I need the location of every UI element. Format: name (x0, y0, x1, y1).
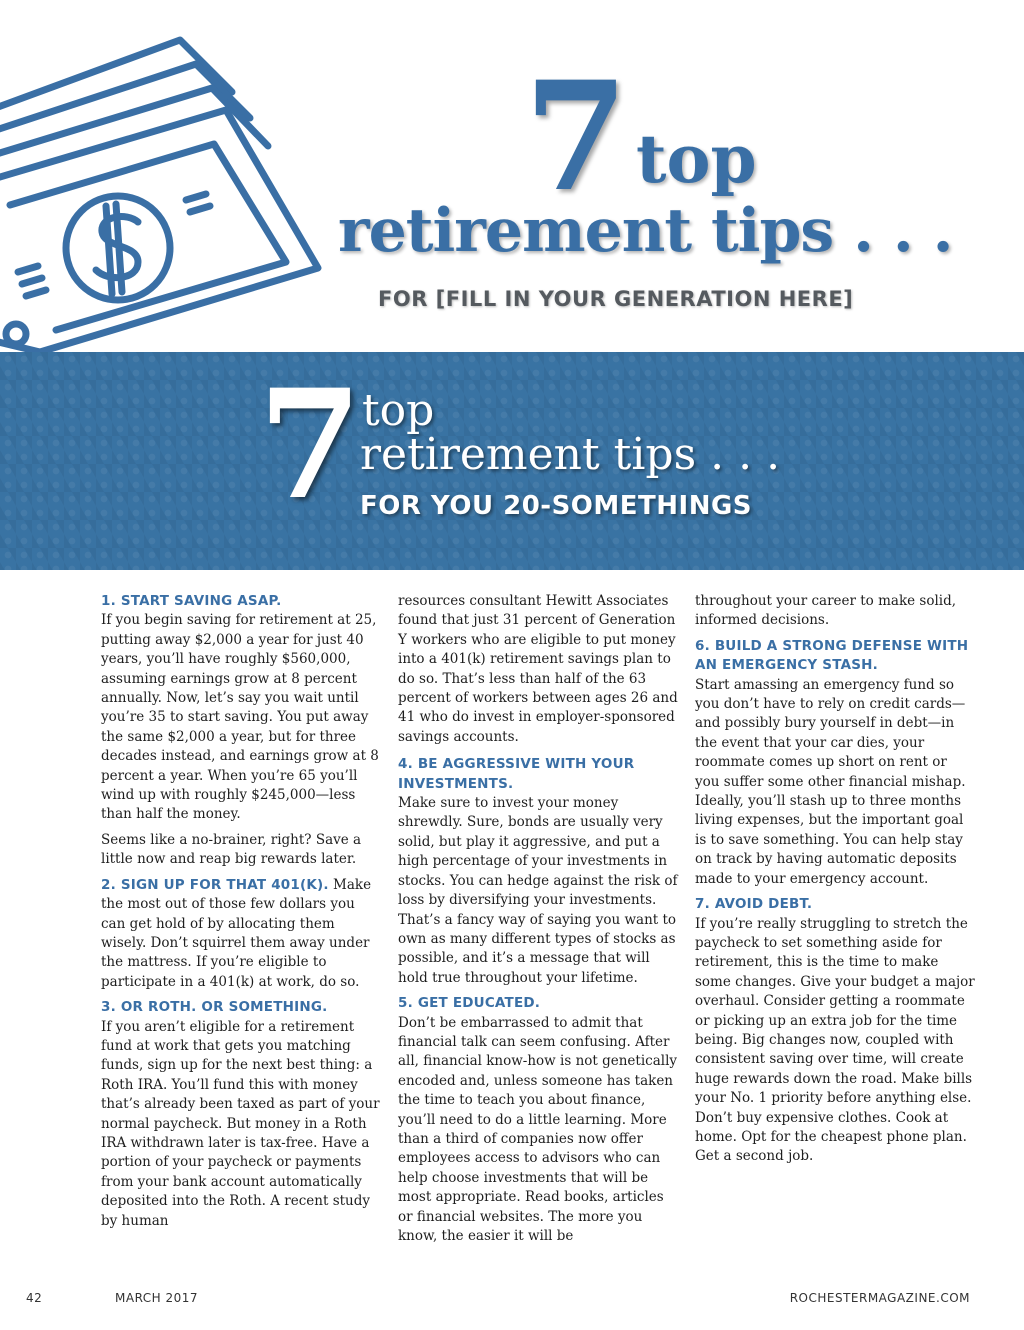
band-title: retirement tips . . . (360, 429, 781, 480)
tip-4-body: Make sure to invest your money shrewdly. Sure, bonds are usually very solid, but play it aggressive, and put a high percentage of your investments in stocks. You can hedge against the risk of loss by diversifying your investments. That’s a fancy way of saying you want to own as many different types of stocks as possible, and it’s a message that will hold true throughout your lifetime. (398, 795, 678, 986)
band-title-top: top (362, 385, 435, 436)
tip-7-heading: 7. AVOID DEBT. (695, 896, 813, 913)
tip-1-body: If you begin saving for retirement at 25, putting away $2,000 a year for just 40 years, you’ll have roughly $560,000, assuming earnings grow at 8 percent annually. Now, let’s say you wait until you’re 35 to start saving. You put away the same $2,000 a year, but for three decades instead, and earnings grow at 8 percent a year. When you’re 65 you’ll wind up with roughly $245,000—less than half the money. (101, 612, 379, 823)
dollar-bills-icon (0, 0, 360, 360)
tip-5-heading: 5. GET EDUCATED. (398, 995, 541, 1012)
article-column-1 (101, 592, 381, 1237)
tip-4-heading: 4. BE AGGRESSIVE WITH YOUR INVESTMENTS. (398, 756, 635, 792)
issue-date: MARCH 2017 (115, 1291, 199, 1305)
tip-6-body: Start amassing an emergency fund so you don’t have to rely on credit cards—and possibly bury yourself in debt—in the event that your car dies, your roommate comes up short on rent or you suffer some other financial mishap. Ideally, you’ll stash up to three months living expenses, but the important goal is to save something. You can help stay on track by having automatic deposits made to your emergency account. (695, 676, 966, 887)
tip-3-heading: 3. OR ROTH. OR SOMETHING. (101, 999, 328, 1016)
tip-6-heading: 6. BUILD A STRONG DEFENSE WITH AN EMERGENCY STASH. (695, 637, 969, 674)
article-column-3 (695, 592, 975, 1173)
tip-5-body-continued: throughout your career to make solid, informed decisions. (695, 593, 957, 629)
hero-subtitle: FOR [FILL IN YOUR GENERATION HERE] (378, 287, 854, 311)
page-number: 42 (26, 1291, 43, 1305)
tip-5-body: Don’t be embarrassed to admit that financial talk can seem confusing. After all, financial know-how is not genetically encoded and, unless someone has taken the time to teach you about finance, you’ll need to do a little learning. More than a third of companies now offer employees access to advisors who can help choose investments that will be most appropriate. Read books, articles or financial websites. The more you know, the easier it will be (398, 1014, 678, 1244)
hero-title: retirement tips . . . (338, 196, 953, 266)
hero-title-top: top (636, 120, 757, 198)
band-number: 7 (258, 357, 363, 533)
band-subtitle: FOR YOU 20-SOMETHINGS (360, 491, 753, 521)
tip-3-body-continued: resources consultant Hewitt Associates found that just 31 percent of Generation Y workers who are eligible to put money into a 401(k) retirement savings plan to do so. That’s less than half of the 63 percent of workers between ages 26 and 41 who do invest in employer-sponsored savings accounts. (398, 593, 678, 745)
tip-1-heading: 1. START SAVING ASAP. (101, 593, 282, 609)
tip-2-body: Make the most out of those few dollars you can get hold of by allocating them wisely. Don’t squirrel them away under the mattress. If you’re eligible to participate in a 401(k) at work, do so. (101, 876, 372, 990)
hero-number: 7 (524, 49, 629, 225)
tip-3-body: If you aren’t eligible for a retirement fund at work that gets you matching funds, sign up for the next best thing: a Roth IRA. You’ll fund this with money that’s already been taxed as part of your normal paycheck. But money in a Roth IRA withdrawn later is tax-free. Have a portion of your paycheck or payments from your bank account automatically deposited into the Roth. A recent study by human (101, 1018, 380, 1229)
article-column-2 (398, 592, 678, 1252)
tip-2-heading: 2. SIGN UP FOR THAT 401(K). (101, 876, 329, 893)
magazine-website: ROCHESTERMAGAZINE.COM (789, 1291, 970, 1305)
tip-2-paragraph (101, 876, 381, 992)
tip-7-body: If you’re really struggling to stretch the paycheck to set something aside for retirement, this is the time to make some changes. Give your budget a major overhaul. Consider getting a roommate or picking up an extra job for the time being. Big changes now, coupled with consistent saving over time, will create huge rewards down the road. Make bills your No. 1 priority before anything else. Don’t buy expensive clothes. Cook at home. Opt for the cheapest phone plan. Get a second job. (695, 915, 975, 1165)
tip-1-body-2: Seems like a no-brainer, right? Save a little now and reap big rewards later. (101, 831, 362, 868)
